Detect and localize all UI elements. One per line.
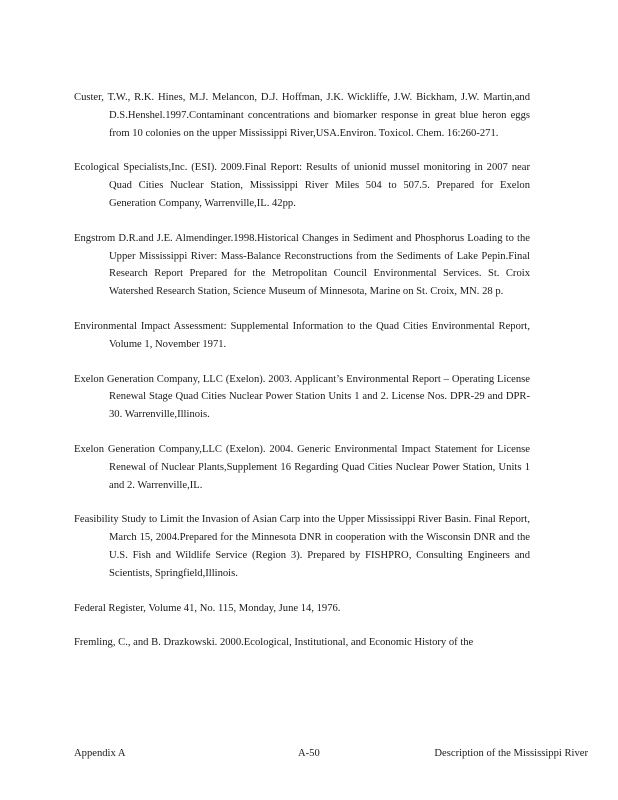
footer-page-number: A-50 <box>298 748 320 759</box>
reference-entry: Ecological Specialists,Inc. (ESI). 2009.Final Report: Results of unionid mussel monitoring in 2007 near Quad Cities Nuclear Station, Mississippi River Miles 504 to 507.5. Prepared for Exelon Generation Company, Warrenville,IL. 42pp. <box>74 162 530 209</box>
reference-entry: Engstrom D.R.and J.E. Almendinger.1998.Historical Changes in Sediment and Phosphorus Loading to the Upper Mississippi River: Mass-Balance Reconstructions from the Sediments of Lake Pepin.Final Research Report Prepared for the Metropolitan Council Environmental Services. St. Croix Watershed Research Station, Science Museum of Minnesota, Marine on St. Croix, MN. 28 p. <box>74 232 530 298</box>
reference-entry: Feasibility Study to Limit the Invasion of Asian Carp into the Upper Mississippi River Basin. Final Report, March 15, 2004.Prepared for the Minnesota DNR in cooperation with the Wisconsin DNR and the U.S. Fish and Wildlife Service (Region 3). Prepared by FISHPRO, Consulting Engineers and Scientists, Springfield,Illinois. <box>74 514 530 579</box>
footer-section-title: Description of the Mississippi River <box>434 748 588 759</box>
reference-entry: Custer, T.W., R.K. Hines, M.J. Melancon, D.J. Hoffman, J.K. Wickliffe, J.W. Bickham, J.W. Martin,and D.S.Henshel.1997.Contaminant concentrations and biomarker response in great blue heron eggs from 10 colonies on the upper Mississippi River,USA.Environ. Toxicol. Chem. 16:260-271. <box>74 92 530 139</box>
reference-list <box>74 89 530 669</box>
reference-entry: Environmental Impact Assessment: Supplemental Information to the Quad Cities Environmental Report, Volume 1, November 1971. <box>74 320 530 350</box>
reference-entry: Federal Register, Volume 41, No. 115, Monday, June 14, 1976. <box>74 602 341 614</box>
reference-entry: Fremling, C., and B. Drazkowski. 2000.Ecological, Institutional, and Economic History of the <box>74 637 474 649</box>
footer-appendix-label: Appendix A <box>74 748 126 759</box>
reference-entry: Exelon Generation Company,LLC (Exelon). 2004. Generic Environmental Impact Statement for License Renewal of Nuclear Plants,Supplement 16 Regarding Quad Cities Nuclear Power Station, Units 1 and 2. Warrenville,IL. <box>74 443 530 491</box>
reference-entry: Exelon Generation Company, LLC (Exelon). 2003. Applicant’s Environmental Report – Operating License Renewal Stage Quad Cities Nuclear Power Station Units 1 and 2. License Nos. DPR-29 and DPR-30. Warrenville,Illinois. <box>74 373 530 421</box>
